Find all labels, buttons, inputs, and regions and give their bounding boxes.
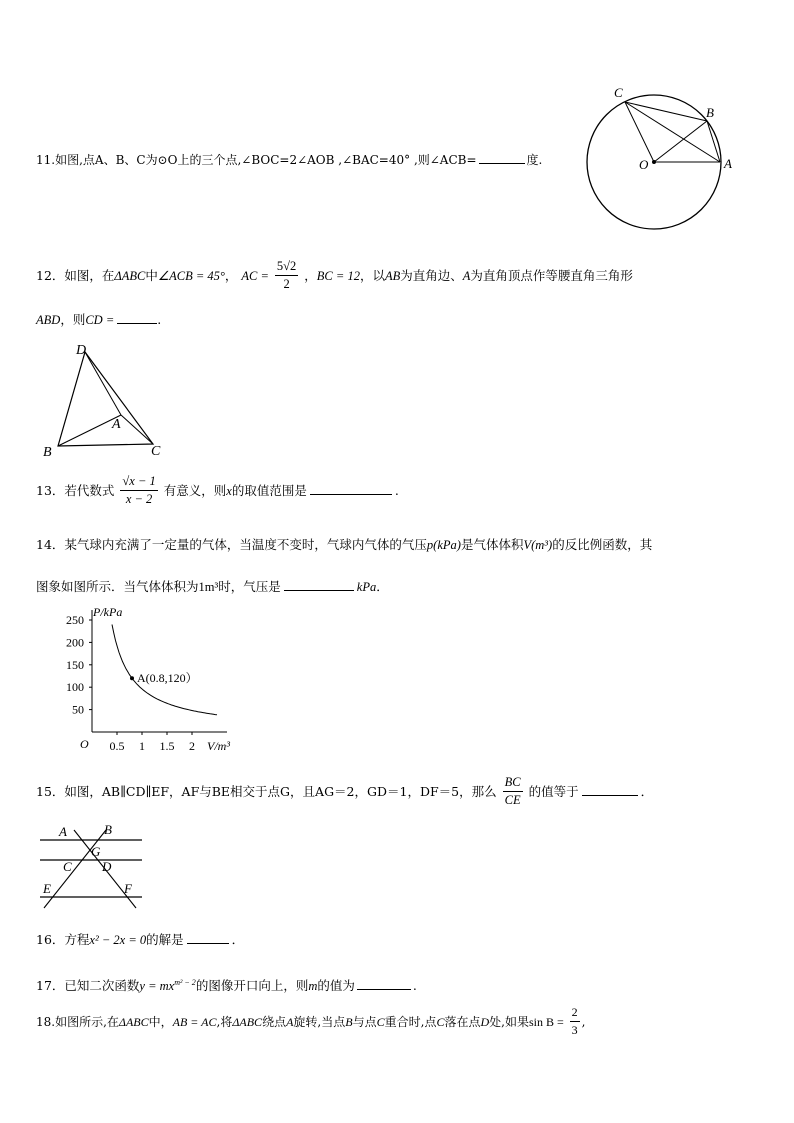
label-a: A — [724, 156, 732, 171]
q12-line2-text: ，则 — [60, 312, 86, 327]
q17-text-2: 的图像开口向上，则 — [195, 978, 309, 994]
q18-text-1: 18.如图所示,在 — [36, 1014, 119, 1029]
line-be — [44, 830, 106, 908]
q15-tail: 的值等于 — [528, 783, 579, 799]
label-g: G — [91, 844, 101, 859]
q11-circle-figure — [580, 80, 750, 235]
q12-text-7: 为直角顶点作等腰直角三角形 — [470, 267, 633, 283]
q18-end: , — [581, 1014, 586, 1029]
x-axis-label: V/m³ — [207, 739, 230, 753]
triangle-dbc — [58, 352, 153, 446]
q15-answer-blank[interactable] — [582, 784, 638, 796]
q13-text-3: 的取值范围是 — [231, 482, 307, 498]
x-tick-label: 2 — [189, 739, 195, 753]
q15-fraction — [503, 774, 523, 809]
question-18 — [36, 1004, 585, 1044]
q18-equality: AB = AC — [172, 1014, 217, 1029]
x-tick-label: 1 — [139, 739, 145, 753]
question-15 — [36, 774, 653, 814]
q11-text: 11.如图,点A、B、C为⊙O上的三个点,∠BOC=2∠AOB ,∠BAC=40° ,则∠ACB= — [36, 153, 477, 167]
q16-end: ． — [231, 932, 245, 947]
q12-answer-blank[interactable] — [117, 312, 157, 324]
label-b: B — [43, 445, 52, 460]
q18-a: A — [286, 1014, 294, 1029]
q13-text-2: 有意义，则 — [163, 482, 227, 498]
q18-text-5: 旋转,当点 — [293, 1014, 346, 1029]
question-11 — [36, 152, 542, 168]
q12-triangle: ΔABC — [114, 268, 146, 283]
q15-frac-den: CE — [504, 793, 521, 807]
q14-answer-blank[interactable] — [284, 579, 354, 591]
label-f: F — [124, 881, 132, 896]
y-tick-label: 200 — [66, 635, 84, 650]
q12-text-6: 为直角边、 — [400, 267, 463, 283]
y-tick-label: 250 — [66, 613, 84, 627]
y-axis-label: P/kPa — [93, 605, 123, 619]
segment-ac — [121, 415, 153, 444]
q14-text-1: 某气球内充满了一定量的气体，当温度不变时，气球内气体的气压 — [64, 537, 427, 552]
q18-text-8: 落在点 — [444, 1014, 481, 1029]
q12-end: . — [157, 312, 162, 327]
q12-ac-num: 5√2 — [276, 259, 297, 273]
question-12 — [36, 258, 633, 298]
question-14 — [36, 537, 652, 553]
q12-cd: CD = — [85, 313, 115, 327]
q18-frac-den: 3 — [571, 1023, 578, 1037]
q18-b: B — [345, 1014, 353, 1029]
question-17 — [36, 975, 417, 994]
q13-answer-blank[interactable] — [310, 483, 392, 495]
q11-suffix: 度. — [526, 153, 543, 167]
q17-text-1: 已知二次函数 — [64, 978, 140, 994]
label-a: A — [112, 417, 121, 432]
label-o: O — [639, 157, 649, 172]
q18-text-9: 处,如果 — [489, 1014, 529, 1029]
q17-function: y = mx — [139, 979, 175, 994]
q16-text-1: 方程 — [64, 932, 90, 947]
q16-number: 16． — [36, 932, 65, 947]
question-12-line-2 — [36, 312, 161, 328]
question-13 — [36, 473, 399, 513]
q14-unit: kPa — [356, 580, 377, 594]
label-a: A — [59, 824, 67, 839]
q12-a: A — [462, 268, 471, 283]
q13-fraction — [120, 473, 157, 508]
segment-ob — [654, 121, 707, 162]
q18-text-4: 绕点 — [262, 1014, 287, 1029]
q14-text-4: 图象如图所示．当气体体积为 — [36, 579, 199, 594]
q14-volume: V(m³) — [523, 538, 553, 552]
q16-answer-blank[interactable] — [187, 932, 229, 944]
center-point — [652, 160, 656, 164]
q18-c: C — [376, 1014, 385, 1029]
q12-ac-den: 2 — [275, 275, 298, 293]
q17-m: m — [308, 979, 318, 994]
label-c: C — [614, 85, 623, 100]
q13-numerator: √x − 1 — [122, 474, 156, 488]
q18-c2: C — [436, 1014, 445, 1029]
x-tick-label: 1.5 — [159, 739, 175, 753]
point-a-label: A(0.8,120） — [137, 671, 198, 686]
question-16 — [36, 932, 244, 948]
q17-number: 17． — [36, 978, 65, 994]
q17-end: . — [412, 978, 417, 994]
q12-ac-lhs: AC = — [241, 268, 269, 283]
y-tick-label: 50 — [72, 702, 84, 717]
q14-text-2: 是气体体积 — [460, 537, 524, 552]
q13-x: x — [226, 483, 232, 498]
label-d: D — [76, 343, 87, 358]
q12-text-4: ， — [304, 267, 317, 283]
origin-label: O — [80, 737, 89, 751]
label-c: C — [151, 444, 161, 459]
q12-ab: AB — [384, 268, 401, 283]
q11-answer-blank[interactable] — [479, 152, 525, 164]
q18-text-7: 重合时,点 — [384, 1014, 437, 1029]
q14-chart — [40, 604, 240, 764]
y-tick-label: 100 — [66, 680, 84, 695]
question-14-line-2 — [36, 579, 389, 595]
q16-text-2: 的解是 — [146, 932, 184, 947]
q14-text-5: 时，气压是 — [218, 579, 281, 594]
q12-text-1: 如图，在 — [64, 267, 115, 283]
label-b: B — [706, 105, 714, 120]
q18-text-2: 中， — [148, 1014, 173, 1029]
q12-text-5: ，以 — [359, 267, 385, 283]
q14-end: ． — [376, 579, 389, 594]
q12-text-2: 中 — [145, 267, 158, 283]
q14-pressure: p(kPa) — [426, 538, 461, 552]
q18-triangle-2: ΔABC — [232, 1014, 263, 1029]
q14-vol: 1m³ — [198, 580, 219, 594]
q12-abd: ABD — [36, 313, 61, 327]
q12-triangle-figure — [36, 338, 176, 462]
q12-ac-fraction — [275, 258, 298, 293]
q18-triangle: ΔABC — [118, 1014, 149, 1029]
q17-text-3: 的值为 — [317, 978, 355, 994]
q17-answer-blank[interactable] — [357, 978, 411, 990]
label-e: E — [43, 881, 51, 896]
q12-number: 12． — [36, 267, 65, 283]
q17-exponent: m² − 2 — [174, 978, 196, 987]
q18-text-6: 与点 — [352, 1014, 377, 1029]
q12-angle: ∠ACB = 45° — [157, 268, 225, 283]
q13-number: 13． — [36, 482, 65, 498]
segment-cb — [625, 102, 707, 121]
q18-frac-num: 2 — [571, 1005, 578, 1019]
segment-da — [85, 352, 121, 415]
q18-sin: sin B = — [528, 1014, 564, 1029]
q15-text: 15．如图，AB∥CD∥EF，AF与BE相交于点G，且AG＝2，GD＝1，DF＝5，那么 — [36, 783, 497, 799]
q18-fraction — [570, 1004, 580, 1039]
q14-number: 14． — [36, 537, 65, 552]
label-c: C — [63, 859, 72, 874]
q13-text-1: 若代数式 — [64, 482, 115, 498]
q18-d: D — [480, 1014, 490, 1029]
q15-frac-num: BC — [504, 775, 521, 789]
label-d: D — [102, 859, 112, 874]
q13-denominator: x − 2 — [120, 490, 157, 508]
q15-parallel-lines-figure — [36, 820, 146, 912]
inverse-curve — [112, 625, 217, 715]
q16-equation: x² − 2x = 0 — [89, 933, 147, 947]
q15-end: ． — [640, 783, 654, 799]
point-a — [130, 676, 134, 680]
q14-text-3: 的反比例函数，其 — [552, 537, 653, 552]
y-tick-label: 150 — [66, 657, 84, 672]
q12-text-3: ， — [224, 267, 238, 283]
label-b: B — [104, 822, 112, 837]
q13-end: . — [394, 482, 399, 498]
x-tick-label: 0.5 — [109, 739, 125, 753]
q18-text-3: ,将 — [216, 1014, 233, 1029]
q12-bc: BC = 12 — [316, 268, 360, 283]
